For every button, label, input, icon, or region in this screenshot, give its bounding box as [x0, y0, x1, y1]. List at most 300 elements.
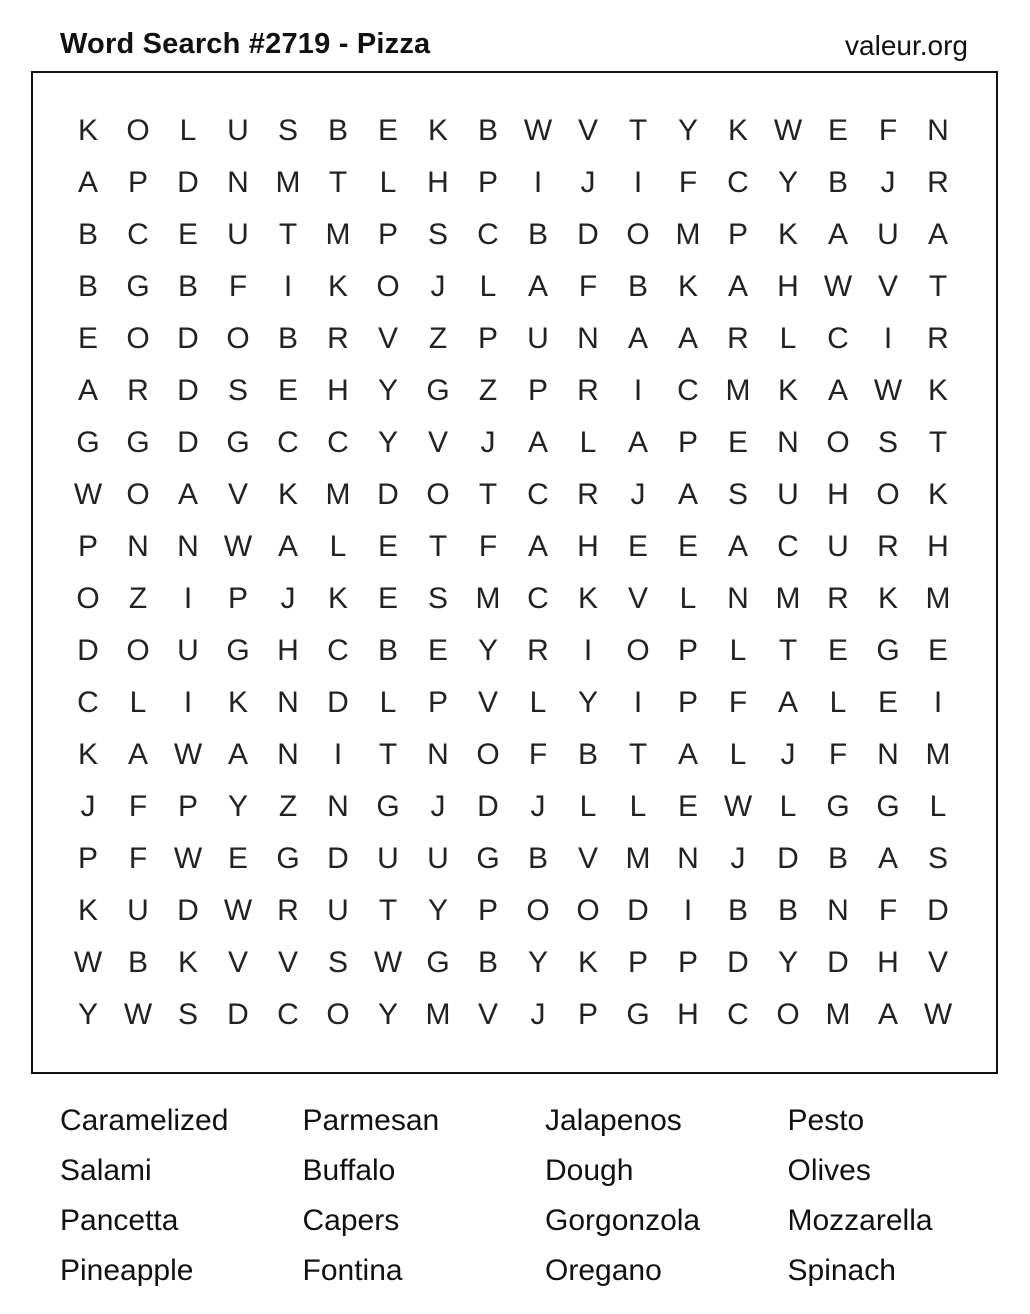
grid-cell[interactable]: O — [326, 998, 350, 1031]
site-link[interactable]: valeur.org — [845, 30, 968, 61]
grid-cell[interactable]: K — [327, 270, 348, 303]
grid-cell[interactable]: S — [227, 374, 248, 407]
grid-cell[interactable]: W — [773, 114, 803, 147]
grid-cell[interactable]: P — [477, 166, 498, 199]
grid-cell[interactable]: M — [925, 582, 951, 615]
grid-cell[interactable]: A — [877, 842, 898, 875]
grid-cell[interactable]: R — [277, 894, 299, 927]
grid-cell[interactable]: F — [228, 270, 248, 303]
grid-cell[interactable]: G — [826, 790, 850, 823]
grid-cell[interactable]: H — [877, 946, 899, 979]
grid-cell[interactable]: M — [925, 738, 951, 771]
grid-cell[interactable]: D — [777, 842, 799, 875]
grid-cell[interactable]: J — [530, 790, 546, 823]
grid-cell[interactable]: U — [127, 894, 149, 927]
grid-cell[interactable]: N — [277, 686, 299, 719]
grid-cell[interactable]: A — [227, 738, 248, 771]
grid-cell[interactable]: N — [827, 894, 849, 927]
grid-cell[interactable]: M — [325, 478, 351, 511]
grid-cell[interactable]: A — [527, 426, 548, 459]
grid-cell[interactable]: L — [379, 686, 397, 719]
grid-cell[interactable]: D — [177, 322, 199, 355]
grid-cell[interactable]: B — [327, 114, 348, 147]
grid-cell[interactable]: V — [927, 946, 948, 979]
grid-cell[interactable]: F — [478, 530, 498, 563]
grid-cell[interactable]: H — [427, 166, 449, 199]
grid-cell[interactable]: J — [780, 738, 796, 771]
grid-cell[interactable]: G — [126, 270, 150, 303]
grid-cell[interactable]: G — [376, 790, 400, 823]
grid-cell[interactable]: O — [876, 478, 900, 511]
grid-cell[interactable]: S — [877, 426, 898, 459]
grid-cell[interactable]: C — [327, 634, 349, 667]
grid-cell[interactable]: G — [226, 426, 250, 459]
grid-cell[interactable]: P — [77, 530, 98, 563]
grid-cell[interactable]: E — [377, 114, 398, 147]
grid-cell[interactable]: C — [77, 686, 99, 719]
grid-cell[interactable]: W — [223, 894, 253, 927]
grid-cell[interactable]: F — [828, 738, 848, 771]
grid-cell[interactable]: N — [927, 114, 949, 147]
grid-cell[interactable]: K — [427, 114, 448, 147]
grid-cell[interactable]: F — [128, 842, 148, 875]
grid-cell[interactable]: P — [227, 582, 248, 615]
grid-cell[interactable]: K — [327, 582, 348, 615]
grid-cell[interactable]: I — [583, 634, 593, 667]
grid-cell[interactable]: A — [877, 998, 898, 1031]
grid-cell[interactable]: V — [627, 582, 648, 615]
grid-cell[interactable]: P — [377, 218, 398, 251]
grid-cell[interactable]: A — [277, 530, 298, 563]
grid-cell[interactable]: P — [727, 218, 748, 251]
grid-cell[interactable]: K — [77, 738, 98, 771]
grid-cell[interactable]: C — [277, 998, 299, 1031]
grid-cell[interactable]: V — [877, 270, 898, 303]
grid-cell[interactable]: Y — [677, 114, 698, 147]
grid-cell[interactable]: A — [527, 530, 548, 563]
grid-cell[interactable]: U — [227, 114, 249, 147]
grid-cell[interactable]: T — [928, 270, 948, 303]
grid-cell[interactable]: L — [179, 114, 197, 147]
grid-cell[interactable]: M — [475, 582, 501, 615]
grid-cell[interactable]: L — [729, 634, 747, 667]
grid-cell[interactable]: A — [827, 374, 848, 407]
grid-cell[interactable]: L — [779, 322, 797, 355]
grid-cell[interactable]: T — [328, 166, 348, 199]
grid-cell[interactable]: S — [327, 946, 348, 979]
grid-cell[interactable]: J — [80, 790, 96, 823]
grid-cell[interactable]: C — [677, 374, 699, 407]
grid-cell[interactable]: O — [826, 426, 850, 459]
grid-cell[interactable]: W — [223, 530, 253, 563]
grid-cell[interactable]: O — [626, 218, 650, 251]
grid-cell[interactable]: K — [277, 478, 298, 511]
grid-cell[interactable]: N — [877, 738, 899, 771]
grid-cell[interactable]: U — [427, 842, 449, 875]
grid-cell[interactable]: L — [479, 270, 497, 303]
grid-cell[interactable]: C — [527, 478, 549, 511]
grid-cell[interactable]: C — [277, 426, 299, 459]
grid-cell[interactable]: E — [677, 530, 698, 563]
grid-cell[interactable]: K — [777, 218, 798, 251]
grid-cell[interactable]: L — [779, 790, 797, 823]
grid-cell[interactable]: A — [527, 270, 548, 303]
grid-cell[interactable]: A — [127, 738, 148, 771]
grid-cell[interactable]: F — [878, 114, 898, 147]
grid-cell[interactable]: P — [677, 426, 698, 459]
grid-cell[interactable]: G — [126, 426, 150, 459]
grid-cell[interactable]: L — [679, 582, 697, 615]
grid-cell[interactable]: A — [77, 166, 98, 199]
grid-cell[interactable]: T — [478, 478, 498, 511]
grid-cell[interactable]: S — [727, 478, 748, 511]
grid-cell[interactable]: B — [627, 270, 648, 303]
grid-cell[interactable]: B — [727, 894, 748, 927]
grid-cell[interactable]: M — [825, 998, 851, 1031]
grid-cell[interactable]: A — [927, 218, 948, 251]
grid-cell[interactable]: W — [73, 478, 103, 511]
grid-cell[interactable]: L — [579, 790, 597, 823]
grid-cell[interactable]: H — [277, 634, 299, 667]
grid-cell[interactable]: Z — [428, 322, 448, 355]
grid-cell[interactable]: B — [777, 894, 798, 927]
grid-cell[interactable]: O — [576, 894, 600, 927]
grid-cell[interactable]: A — [627, 426, 648, 459]
grid-cell[interactable]: I — [183, 686, 193, 719]
grid-cell[interactable]: E — [227, 842, 248, 875]
grid-cell[interactable]: R — [327, 322, 349, 355]
grid-cell[interactable]: D — [577, 218, 599, 251]
grid-cell[interactable]: I — [933, 686, 943, 719]
grid-cell[interactable]: P — [577, 998, 598, 1031]
grid-cell[interactable]: T — [928, 426, 948, 459]
grid-cell[interactable]: Y — [377, 998, 398, 1031]
grid-cell[interactable]: J — [530, 998, 546, 1031]
grid-cell[interactable]: T — [278, 218, 298, 251]
grid-cell[interactable]: G — [476, 842, 500, 875]
grid-cell[interactable]: O — [476, 738, 500, 771]
grid-cell[interactable]: H — [827, 478, 849, 511]
grid-cell[interactable]: B — [827, 842, 848, 875]
grid-cell[interactable]: M — [775, 582, 801, 615]
grid-cell[interactable]: R — [577, 478, 599, 511]
grid-cell[interactable]: E — [177, 218, 198, 251]
grid-cell[interactable]: W — [173, 738, 203, 771]
grid-cell[interactable]: W — [523, 114, 553, 147]
grid-cell[interactable]: A — [627, 322, 648, 355]
grid-cell[interactable]: D — [927, 894, 949, 927]
grid-cell[interactable]: R — [877, 530, 899, 563]
grid-cell[interactable]: C — [327, 426, 349, 459]
grid-cell[interactable]: L — [379, 166, 397, 199]
grid-cell[interactable]: G — [426, 946, 450, 979]
grid-cell[interactable]: T — [778, 634, 798, 667]
grid-cell[interactable]: L — [829, 686, 847, 719]
grid-cell[interactable]: Y — [777, 946, 798, 979]
grid-cell[interactable]: K — [877, 582, 898, 615]
grid-cell[interactable]: B — [77, 218, 98, 251]
grid-cell[interactable]: M — [275, 166, 301, 199]
grid-cell[interactable]: T — [378, 738, 398, 771]
grid-cell[interactable]: L — [929, 790, 947, 823]
grid-cell[interactable]: A — [727, 530, 748, 563]
grid-cell[interactable]: N — [277, 738, 299, 771]
grid-cell[interactable]: S — [277, 114, 298, 147]
grid-cell[interactable]: B — [477, 114, 498, 147]
grid-cell[interactable]: E — [677, 790, 698, 823]
grid-cell[interactable]: B — [77, 270, 98, 303]
grid-cell[interactable]: I — [633, 374, 643, 407]
grid-cell[interactable]: W — [373, 946, 403, 979]
grid-cell[interactable]: T — [428, 530, 448, 563]
grid-cell[interactable]: D — [327, 686, 349, 719]
grid-cell[interactable]: D — [177, 426, 199, 459]
grid-cell[interactable]: Y — [527, 946, 548, 979]
grid-cell[interactable]: K — [177, 946, 198, 979]
grid-cell[interactable]: D — [327, 842, 349, 875]
grid-cell[interactable]: O — [76, 582, 100, 615]
grid-cell[interactable]: E — [927, 634, 948, 667]
grid-cell[interactable]: Y — [227, 790, 248, 823]
grid-cell[interactable]: F — [678, 166, 698, 199]
grid-cell[interactable]: G — [876, 790, 900, 823]
grid-cell[interactable]: W — [823, 270, 853, 303]
grid-cell[interactable]: H — [327, 374, 349, 407]
grid-cell[interactable]: M — [725, 374, 751, 407]
grid-cell[interactable]: U — [327, 894, 349, 927]
grid-cell[interactable]: H — [677, 998, 699, 1031]
grid-cell[interactable]: O — [226, 322, 250, 355]
grid-cell[interactable]: E — [827, 114, 848, 147]
grid-cell[interactable]: S — [427, 582, 448, 615]
grid-cell[interactable]: V — [427, 426, 448, 459]
grid-cell[interactable]: N — [677, 842, 699, 875]
grid-cell[interactable]: K — [577, 582, 598, 615]
grid-cell[interactable]: W — [73, 946, 103, 979]
grid-cell[interactable]: G — [76, 426, 100, 459]
grid-cell[interactable]: K — [677, 270, 698, 303]
grid-cell[interactable]: B — [527, 218, 548, 251]
grid-cell[interactable]: K — [727, 114, 748, 147]
grid-cell[interactable]: D — [627, 894, 649, 927]
grid-cell[interactable]: K — [577, 946, 598, 979]
grid-cell[interactable]: E — [427, 634, 448, 667]
grid-cell[interactable]: U — [877, 218, 899, 251]
grid-cell[interactable]: N — [177, 530, 199, 563]
grid-cell[interactable]: L — [129, 686, 147, 719]
grid-cell[interactable]: U — [377, 842, 399, 875]
grid-cell[interactable]: V — [577, 114, 598, 147]
grid-cell[interactable]: R — [927, 166, 949, 199]
grid-cell[interactable]: U — [827, 530, 849, 563]
grid-cell[interactable]: E — [377, 582, 398, 615]
grid-cell[interactable]: H — [927, 530, 949, 563]
grid-cell[interactable]: U — [527, 322, 549, 355]
grid-cell[interactable]: C — [827, 322, 849, 355]
grid-cell[interactable]: J — [280, 582, 296, 615]
grid-cell[interactable]: A — [677, 322, 698, 355]
grid-cell[interactable]: F — [578, 270, 598, 303]
grid-cell[interactable]: W — [123, 998, 153, 1031]
grid-cell[interactable]: B — [277, 322, 298, 355]
grid-cell[interactable]: R — [127, 374, 149, 407]
grid-cell[interactable]: C — [527, 582, 549, 615]
grid-cell[interactable]: O — [426, 478, 450, 511]
grid-cell[interactable]: E — [627, 530, 648, 563]
grid-cell[interactable]: J — [630, 478, 646, 511]
grid-cell[interactable]: I — [533, 166, 543, 199]
grid-cell[interactable]: U — [227, 218, 249, 251]
grid-cell[interactable]: E — [377, 530, 398, 563]
grid-cell[interactable]: O — [526, 894, 550, 927]
grid-cell[interactable]: L — [329, 530, 347, 563]
grid-cell[interactable]: O — [126, 478, 150, 511]
grid-cell[interactable]: A — [777, 686, 798, 719]
grid-cell[interactable]: B — [577, 738, 598, 771]
grid-cell[interactable]: S — [927, 842, 948, 875]
grid-cell[interactable]: C — [777, 530, 799, 563]
grid-cell[interactable]: K — [77, 114, 98, 147]
grid-cell[interactable]: P — [527, 374, 548, 407]
grid-cell[interactable]: G — [626, 998, 650, 1031]
grid-cell[interactable]: V — [577, 842, 598, 875]
grid-cell[interactable]: R — [577, 374, 599, 407]
grid-cell[interactable]: M — [675, 218, 701, 251]
grid-cell[interactable]: F — [878, 894, 898, 927]
grid-cell[interactable]: T — [628, 114, 648, 147]
grid-cell[interactable]: E — [877, 686, 898, 719]
grid-cell[interactable]: T — [378, 894, 398, 927]
grid-cell[interactable]: V — [277, 946, 298, 979]
grid-cell[interactable]: K — [777, 374, 798, 407]
grid-cell[interactable]: S — [427, 218, 448, 251]
grid-cell[interactable]: E — [727, 426, 748, 459]
grid-cell[interactable]: N — [777, 426, 799, 459]
grid-cell[interactable]: C — [727, 166, 749, 199]
grid-cell[interactable]: F — [728, 686, 748, 719]
grid-cell[interactable]: B — [477, 946, 498, 979]
grid-cell[interactable]: I — [683, 894, 693, 927]
grid-cell[interactable]: B — [827, 166, 848, 199]
grid-cell[interactable]: A — [677, 738, 698, 771]
grid-cell[interactable]: P — [627, 946, 648, 979]
grid-cell[interactable]: H — [577, 530, 599, 563]
grid-cell[interactable]: D — [377, 478, 399, 511]
grid-cell[interactable]: Y — [477, 634, 498, 667]
grid-cell[interactable]: A — [727, 270, 748, 303]
grid-cell[interactable]: Y — [377, 374, 398, 407]
grid-cell[interactable]: P — [477, 894, 498, 927]
grid-cell[interactable]: O — [126, 634, 150, 667]
grid-cell[interactable]: V — [477, 998, 498, 1031]
grid-cell[interactable]: P — [77, 842, 98, 875]
grid-cell[interactable]: D — [177, 894, 199, 927]
grid-cell[interactable]: P — [677, 946, 698, 979]
grid-cell[interactable]: Z — [128, 582, 148, 615]
grid-cell[interactable]: B — [377, 634, 398, 667]
grid-cell[interactable]: E — [77, 322, 98, 355]
grid-cell[interactable]: G — [226, 634, 250, 667]
grid-cell[interactable]: Z — [478, 374, 498, 407]
grid-cell[interactable]: H — [777, 270, 799, 303]
grid-cell[interactable]: P — [427, 686, 448, 719]
grid-cell[interactable]: C — [477, 218, 499, 251]
grid-cell[interactable]: N — [427, 738, 449, 771]
grid-cell[interactable]: W — [173, 842, 203, 875]
grid-cell[interactable]: A — [827, 218, 848, 251]
grid-cell[interactable]: T — [628, 738, 648, 771]
grid-cell[interactable]: N — [727, 582, 749, 615]
grid-cell[interactable]: J — [480, 426, 496, 459]
grid-cell[interactable]: E — [277, 374, 298, 407]
grid-cell[interactable]: K — [77, 894, 98, 927]
grid-cell[interactable]: D — [227, 998, 249, 1031]
grid-cell[interactable]: F — [528, 738, 548, 771]
grid-cell[interactable]: B — [127, 946, 148, 979]
grid-cell[interactable]: M — [625, 842, 651, 875]
grid-cell[interactable]: D — [77, 634, 99, 667]
grid-cell[interactable]: L — [729, 738, 747, 771]
grid-cell[interactable]: O — [626, 634, 650, 667]
grid-cell[interactable]: V — [477, 686, 498, 719]
grid-cell[interactable]: O — [376, 270, 400, 303]
grid-cell[interactable]: E — [827, 634, 848, 667]
grid-cell[interactable]: L — [579, 426, 597, 459]
grid-cell[interactable]: N — [127, 530, 149, 563]
grid-cell[interactable]: C — [727, 998, 749, 1031]
grid-cell[interactable]: D — [177, 166, 199, 199]
grid-cell[interactable]: Y — [377, 426, 398, 459]
grid-cell[interactable]: D — [727, 946, 749, 979]
grid-cell[interactable]: O — [776, 998, 800, 1031]
grid-cell[interactable]: K — [927, 478, 948, 511]
grid-cell[interactable]: B — [527, 842, 548, 875]
grid-cell[interactable]: O — [126, 322, 150, 355]
grid-cell[interactable]: N — [227, 166, 249, 199]
grid-cell[interactable]: D — [477, 790, 499, 823]
grid-cell[interactable]: A — [177, 478, 198, 511]
grid-cell[interactable]: K — [927, 374, 948, 407]
grid-cell[interactable]: U — [177, 634, 199, 667]
grid-cell[interactable]: Y — [77, 998, 98, 1031]
grid-cell[interactable]: W — [923, 998, 953, 1031]
grid-cell[interactable]: S — [177, 998, 198, 1031]
grid-cell[interactable]: Y — [427, 894, 448, 927]
grid-cell[interactable]: R — [827, 582, 849, 615]
grid-cell[interactable]: F — [128, 790, 148, 823]
grid-cell[interactable]: I — [283, 270, 293, 303]
grid-cell[interactable]: Y — [577, 686, 598, 719]
grid-cell[interactable]: I — [333, 738, 343, 771]
grid-cell[interactable]: P — [677, 686, 698, 719]
grid-cell[interactable]: U — [777, 478, 799, 511]
grid-cell[interactable]: J — [430, 790, 446, 823]
grid-cell[interactable]: A — [677, 478, 698, 511]
grid-cell[interactable]: R — [927, 322, 949, 355]
grid-cell[interactable]: V — [227, 478, 248, 511]
grid-cell[interactable]: G — [276, 842, 300, 875]
grid-cell[interactable]: R — [727, 322, 749, 355]
grid-cell[interactable]: M — [425, 998, 451, 1031]
grid-cell[interactable]: A — [77, 374, 98, 407]
grid-cell[interactable]: W — [723, 790, 753, 823]
grid-cell[interactable]: C — [127, 218, 149, 251]
grid-cell[interactable]: P — [127, 166, 148, 199]
grid-cell[interactable]: Z — [278, 790, 298, 823]
grid-cell[interactable]: V — [377, 322, 398, 355]
grid-cell[interactable]: Y — [777, 166, 798, 199]
grid-cell[interactable]: O — [126, 114, 150, 147]
